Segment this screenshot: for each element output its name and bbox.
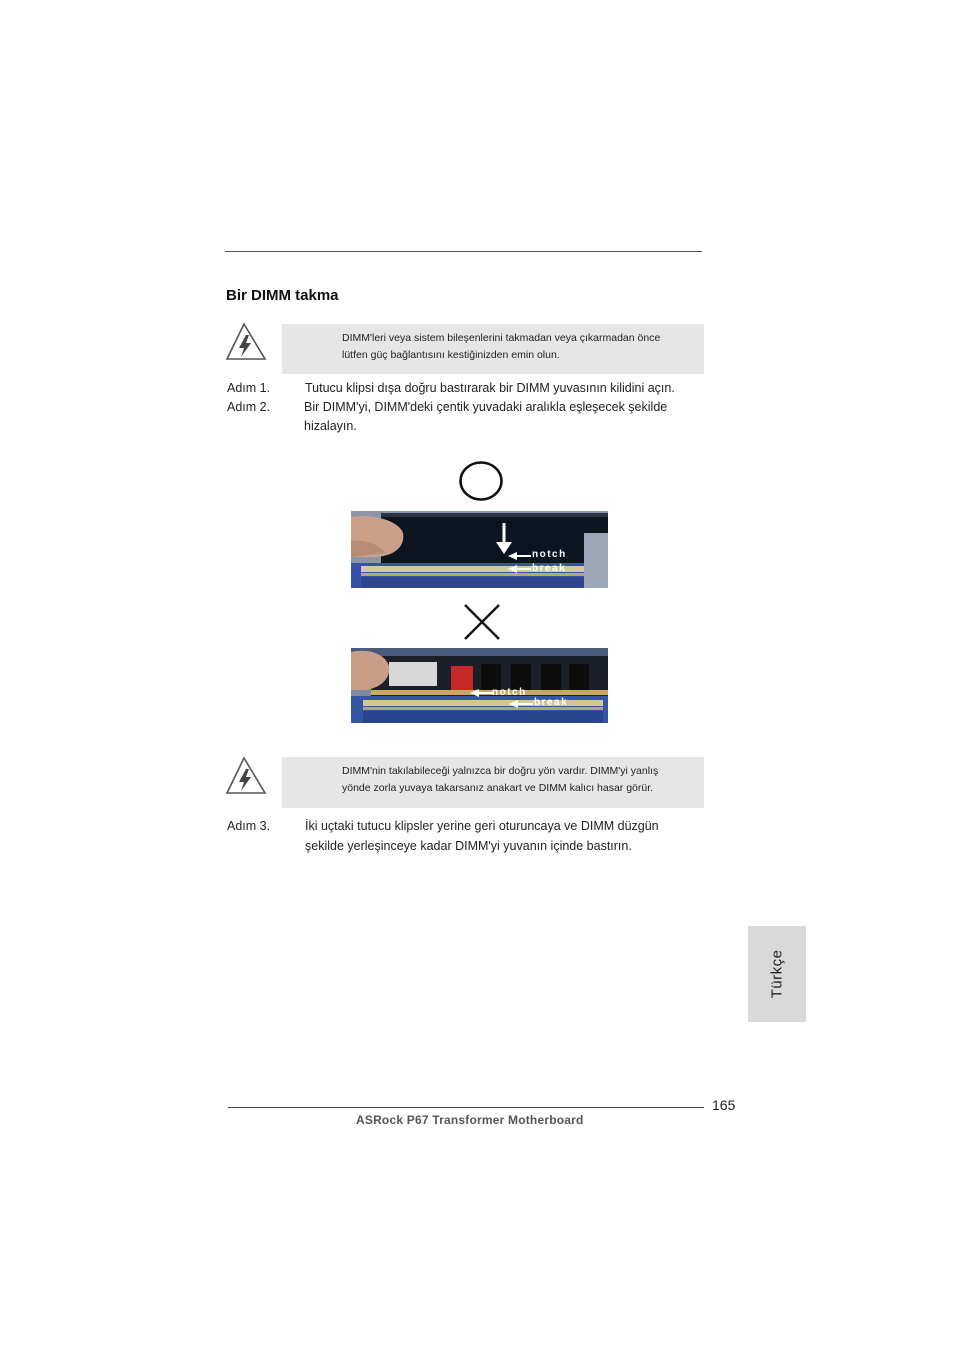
notch-label: notch [532, 549, 567, 560]
warning-triangle-icon [225, 322, 267, 362]
top-divider [225, 251, 702, 252]
break-label: break [534, 697, 569, 708]
warning-line: lütfen güç bağlantısını kestiğinizden emin olun. [342, 349, 560, 361]
language-tab [748, 926, 806, 1022]
correct-orientation-circle-icon [458, 460, 504, 507]
break-label: break [532, 563, 567, 574]
step-1-text: Tutucu klipsi dışa doğru bastırarak bir DIMM yuvasının kilidini açın. [305, 381, 675, 395]
step-3-label: Adım 3. [227, 819, 271, 833]
warning-line: DIMM'leri veya sistem bileşenlerini takmadan veya çıkarmadan önce [342, 332, 661, 344]
step-2-line: Bir DIMM'yi, DIMM'deki çentik yuvadaki aralıkla eşleşecek şekilde [304, 400, 668, 414]
step-2-line: hizalayın. [304, 419, 357, 433]
step-1-label: Adım 1. [227, 381, 271, 395]
warning-note-power [282, 324, 704, 374]
section-title: Bir DIMM takma [226, 287, 339, 304]
warning-line: DIMM'nin takılabileceği yalnızca bir doğru yön vardır. DIMM'yi yanlış [342, 765, 659, 777]
warning-note-orientation [282, 757, 704, 808]
footer-product-name: ASRock P67 Transformer Motherboard [356, 1113, 584, 1127]
step-2-label: Adım 2. [227, 400, 271, 414]
warning-line: yönde zorla yuvaya takarsanız anakart ve DIMM kalıcı hasar görür. [342, 782, 654, 794]
warning-triangle-icon [225, 756, 267, 796]
wrong-dimm-photo [351, 648, 608, 723]
language-tab-label: Türkçe [768, 949, 786, 999]
wrong-orientation-cross-icon [462, 603, 502, 646]
correct-dimm-photo [351, 511, 608, 588]
notch-label: notch [492, 687, 527, 698]
step-3-text [305, 816, 659, 856]
step-3-line: İki uçtaki tutucu klipsler yerine geri oturuncaya ve DIMM düzgün [305, 819, 659, 833]
step-2-text [304, 398, 667, 436]
step-3-line: şekilde yerleşinceye kadar DIMM'yi yuvanın içinde bastırın. [305, 839, 632, 853]
page-number: 165 [712, 1097, 736, 1113]
footer-divider [228, 1107, 704, 1108]
